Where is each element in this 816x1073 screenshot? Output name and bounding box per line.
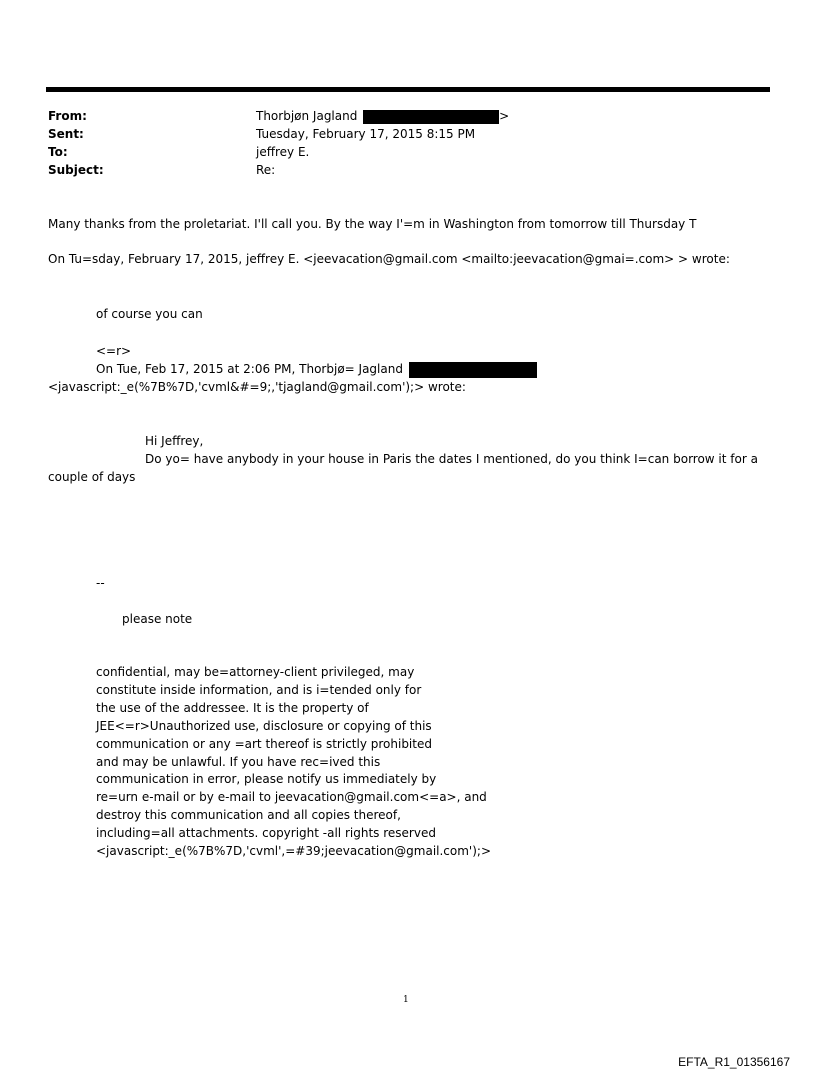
disclaimer-line: destroy this communication and all copies thereof, <box>96 808 401 823</box>
from-label: From: <box>48 109 87 123</box>
please-note: please note <box>122 612 193 626</box>
redaction-box <box>363 110 499 124</box>
quote-header-line-2: <javascript:_e(%7B%7D,'cvml&#=9;,'tjagland@gmail.com');> wrote: <box>48 380 466 394</box>
header-rule <box>46 87 770 92</box>
sent-label: Sent: <box>48 127 84 141</box>
to-value: jeffrey E. <box>256 145 310 159</box>
document-id: EFTA_R1_01356167 <box>678 1055 790 1069</box>
to-label: To: <box>48 145 68 159</box>
disclaimer-line: constitute inside information, and is i=tended only for <box>96 682 422 697</box>
sent-value: Tuesday, February 17, 2015 8:15 PM <box>256 127 476 141</box>
question-line-1: Do yo= have anybody in your house in Paris the dates I mentioned, do you think I=can borrow it for a <box>145 452 758 466</box>
subject-value: Re: <box>256 163 276 177</box>
disclaimer-line: communication in error, please notify us immediately by <box>96 772 437 787</box>
disclaimer-line: communication or any =art thereof is strictly prohibited <box>96 736 432 751</box>
disclaimer-line: re=urn e-mail or by e-mail to jeevacation@gmail.com<=a>, and <box>96 790 487 805</box>
subject-label: Subject: <box>48 163 104 177</box>
from-suffix: > <box>499 109 510 123</box>
disclaimer-line: and may be unlawful. If you have rec=ived this <box>96 754 381 769</box>
quote-header-text: On Tue, Feb 17, 2015 at 2:06 PM, Thorbjø= Jagland <box>96 362 403 376</box>
page-number: 1 <box>403 995 409 1005</box>
break-marker: <=r> <box>96 344 132 358</box>
reply-text: of course you can <box>96 307 203 321</box>
disclaimer-line: including=all attachments. copyright -all rights reserved <box>96 826 436 841</box>
from-value: Thorbjøn Jagland <box>256 109 358 123</box>
redaction-box <box>409 362 537 378</box>
disclaimer <box>96 664 491 861</box>
disclaimer-line: JEE<=r>Unauthorized use, disclosure or copying of this <box>96 718 432 733</box>
disclaimer-line: the use of the addressee. It is the property of <box>96 700 369 715</box>
message-line-2: On Tu=sday, February 17, 2015, jeffrey E. <jeevacation@gmail.com <mailto:jeevacation@gmai=.com> > wrote: <box>48 252 730 266</box>
disclaimer-line: <javascript:_e(%7B%7D,'cvml',=#39;jeevacation@gmail.com');> <box>96 844 492 859</box>
question-line-2: couple of days <box>48 470 136 484</box>
signature-dash: -- <box>96 576 105 590</box>
quote-header-line-1 <box>96 360 537 378</box>
disclaimer-line: confidential, may be=attorney-client privileged, may <box>96 665 415 679</box>
greeting: Hi Jeffrey, <box>145 434 204 448</box>
message-line-1: Many thanks from the proletariat. I'll call you. By the way I'=m in Washington from tomorrow till Thursday T <box>48 217 697 231</box>
